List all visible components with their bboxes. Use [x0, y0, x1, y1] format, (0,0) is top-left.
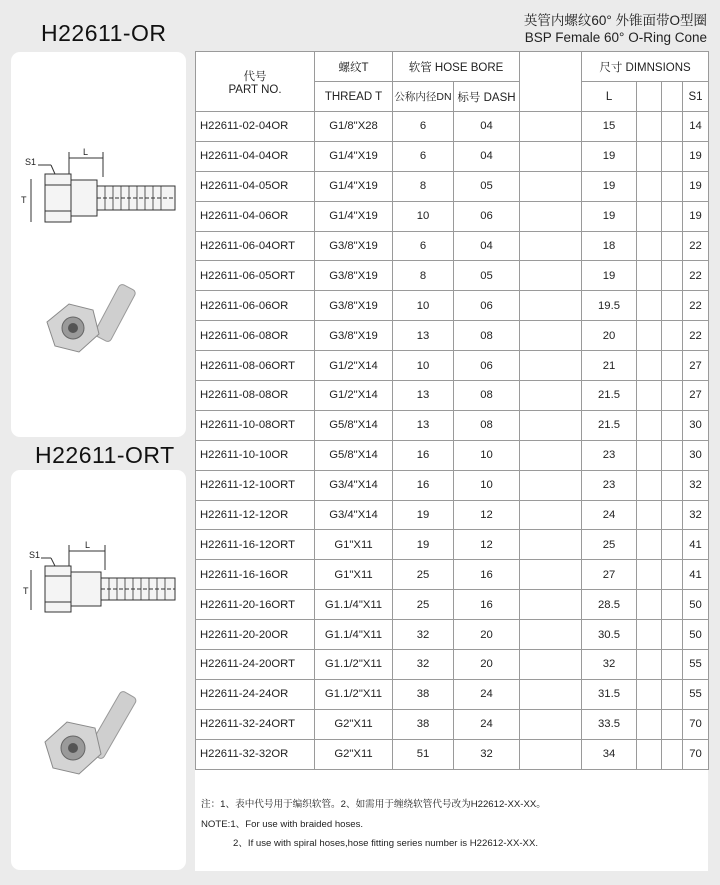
cell-dash: 04 — [454, 231, 520, 261]
table-row — [196, 321, 709, 351]
header-thread-en: THREAD T — [315, 82, 393, 112]
series-title-or: H22611-OR — [41, 20, 167, 46]
cell-blank — [520, 650, 582, 680]
cell-blank — [637, 500, 662, 530]
cell-part-no: H22611-32-24ORT — [196, 709, 315, 739]
cell-blank — [637, 261, 662, 291]
cell-blank — [662, 440, 683, 470]
cell-thread: G3/4"X14 — [315, 500, 393, 530]
cell-l: 21.5 — [582, 410, 637, 440]
cell-blank — [520, 739, 582, 769]
header-dim-blank-2 — [662, 82, 683, 112]
cell-part-no: H22611-06-06OR — [196, 291, 315, 321]
cell-s1: 22 — [683, 291, 709, 321]
cell-part-no: H22611-16-12ORT — [196, 530, 315, 560]
table-row — [196, 231, 709, 261]
cell-l: 18 — [582, 231, 637, 261]
label-t: T — [21, 195, 27, 205]
cell-s1: 70 — [683, 739, 709, 769]
header-s1: S1 — [683, 82, 709, 112]
table-row — [196, 351, 709, 381]
cell-thread: G1/4"X19 — [315, 171, 393, 201]
cell-dn: 32 — [393, 650, 454, 680]
cell-part-no: H22611-12-10ORT — [196, 470, 315, 500]
header-dim-blank-1 — [637, 82, 662, 112]
table-row — [196, 381, 709, 411]
cell-dn: 13 — [393, 321, 454, 351]
cell-part-no: H22611-10-08ORT — [196, 410, 315, 440]
spec-table — [195, 51, 709, 770]
ort-drawing — [11, 470, 186, 870]
cell-blank — [637, 201, 662, 231]
cell-dn: 8 — [393, 171, 454, 201]
table-row — [196, 291, 709, 321]
cell-dash: 16 — [454, 590, 520, 620]
table-row — [196, 261, 709, 291]
cell-dn: 6 — [393, 231, 454, 261]
cell-blank — [520, 261, 582, 291]
note-cn: 注：1、表中代号用于编织软管。2、如需用于缠绕软管代号改为H22612-XX-XX。 — [201, 799, 546, 810]
cell-blank — [520, 620, 582, 650]
cell-s1: 32 — [683, 470, 709, 500]
header-l: L — [582, 82, 637, 112]
cell-blank — [637, 739, 662, 769]
cell-dash: 05 — [454, 171, 520, 201]
cell-blank — [662, 261, 683, 291]
table-row — [196, 470, 709, 500]
cell-s1: 55 — [683, 650, 709, 680]
fitting-panel-ort — [11, 470, 186, 870]
cell-dn: 13 — [393, 410, 454, 440]
header-part-no: 代号 PART NO. — [196, 52, 315, 112]
cell-blank — [637, 679, 662, 709]
table-row — [196, 440, 709, 470]
cell-blank — [662, 709, 683, 739]
cell-part-no: H22611-24-24OR — [196, 679, 315, 709]
cell-blank — [637, 351, 662, 381]
cell-thread: G3/8"X19 — [315, 231, 393, 261]
cell-part-no: H22611-10-10OR — [196, 440, 315, 470]
cell-s1: 30 — [683, 410, 709, 440]
cell-thread: G1.1/4"X11 — [315, 620, 393, 650]
cell-s1: 41 — [683, 530, 709, 560]
table-row — [196, 590, 709, 620]
cell-thread: G1.1/2"X11 — [315, 650, 393, 680]
cell-blank — [637, 321, 662, 351]
cell-thread: G1"X11 — [315, 560, 393, 590]
cell-l: 21 — [582, 351, 637, 381]
cell-s1: 50 — [683, 590, 709, 620]
cell-l: 28.5 — [582, 590, 637, 620]
cell-blank — [520, 440, 582, 470]
cell-blank — [637, 590, 662, 620]
cell-thread: G5/8"X14 — [315, 410, 393, 440]
cell-s1: 27 — [683, 351, 709, 381]
cell-blank — [662, 470, 683, 500]
cell-part-no: H22611-06-08OR — [196, 321, 315, 351]
cell-l: 19.5 — [582, 291, 637, 321]
cell-part-no: H22611-12-12OR — [196, 500, 315, 530]
cell-l: 24 — [582, 500, 637, 530]
cell-blank — [662, 201, 683, 231]
cell-thread: G1/2"X14 — [315, 381, 393, 411]
cell-thread: G3/8"X19 — [315, 261, 393, 291]
table-row — [196, 530, 709, 560]
table-row — [196, 201, 709, 231]
cell-blank — [520, 381, 582, 411]
header-thread-cn: 螺纹T — [315, 52, 393, 82]
cell-s1: 22 — [683, 261, 709, 291]
cell-dash: 05 — [454, 261, 520, 291]
cell-blank — [662, 650, 683, 680]
cell-dash: 20 — [454, 650, 520, 680]
header-chinese: 英管内螺纹60° 外锥面带O型圈 — [523, 13, 707, 28]
cell-blank — [637, 470, 662, 500]
cell-dash: 24 — [454, 709, 520, 739]
header-hose-bore: 软管 HOSE BORE — [393, 52, 520, 82]
cell-part-no: H22611-06-04ORT — [196, 231, 315, 261]
table-row — [196, 171, 709, 201]
cell-dash: 04 — [454, 141, 520, 171]
cell-blank — [637, 620, 662, 650]
cell-part-no: H22611-20-20OR — [196, 620, 315, 650]
header-english: BSP Female 60° O-Ring Cone — [524, 30, 707, 45]
cell-dn: 6 — [393, 141, 454, 171]
cell-blank — [520, 709, 582, 739]
cell-dash: 08 — [454, 321, 520, 351]
cell-s1: 30 — [683, 440, 709, 470]
cell-thread: G1.1/2"X11 — [315, 679, 393, 709]
cell-blank — [637, 709, 662, 739]
cell-dash: 24 — [454, 679, 520, 709]
cell-s1: 19 — [683, 171, 709, 201]
cell-blank — [520, 530, 582, 560]
cell-s1: 22 — [683, 231, 709, 261]
label-l: L — [85, 540, 91, 550]
cell-dash: 06 — [454, 291, 520, 321]
ort-fitting-photo — [45, 690, 137, 774]
cell-s1: 19 — [683, 201, 709, 231]
cell-dn: 8 — [393, 261, 454, 291]
cell-part-no: H22611-06-05ORT — [196, 261, 315, 291]
cell-dn: 25 — [393, 560, 454, 590]
table-row — [196, 410, 709, 440]
cell-blank — [662, 381, 683, 411]
cell-s1: 14 — [683, 112, 709, 142]
cell-part-no: H22611-16-16OR — [196, 560, 315, 590]
cell-blank — [520, 351, 582, 381]
cell-thread: G5/8"X14 — [315, 440, 393, 470]
cell-blank — [662, 171, 683, 201]
cell-dash: 32 — [454, 739, 520, 769]
cell-blank — [637, 530, 662, 560]
cell-dn: 19 — [393, 530, 454, 560]
cell-dn: 13 — [393, 381, 454, 411]
note-en-2: 2、If use with spiral hoses,hose fitting series number is H22612-XX-XX. — [233, 838, 539, 849]
cell-blank — [637, 231, 662, 261]
cell-blank — [662, 530, 683, 560]
label-s1: S1 — [29, 550, 41, 560]
cell-blank — [662, 590, 683, 620]
cell-blank — [520, 560, 582, 590]
note-en-1: NOTE:1、For use with braided hoses. — [201, 818, 364, 830]
cell-dn: 25 — [393, 590, 454, 620]
cell-s1: 55 — [683, 679, 709, 709]
cell-part-no: H22611-04-05OR — [196, 171, 315, 201]
cell-dash: 10 — [454, 440, 520, 470]
cell-blank — [520, 141, 582, 171]
spec-table-container — [195, 51, 708, 871]
cell-l: 32 — [582, 650, 637, 680]
cell-blank — [520, 321, 582, 351]
cell-l: 31.5 — [582, 679, 637, 709]
cell-part-no: H22611-32-32OR — [196, 739, 315, 769]
cell-blank — [637, 560, 662, 590]
table-row — [196, 560, 709, 590]
header-dn: 公称内径DN — [393, 82, 454, 112]
cell-part-no: H22611-04-04OR — [196, 141, 315, 171]
cell-dn: 51 — [393, 739, 454, 769]
cell-blank — [637, 381, 662, 411]
cell-s1: 27 — [683, 381, 709, 411]
cell-l: 23 — [582, 470, 637, 500]
cell-thread: G1/2"X14 — [315, 351, 393, 381]
cell-blank — [662, 141, 683, 171]
cell-thread: G2"X11 — [315, 739, 393, 769]
cell-dash: 12 — [454, 500, 520, 530]
table-row — [196, 709, 709, 739]
cell-dash: 16 — [454, 560, 520, 590]
table-row — [196, 739, 709, 769]
table-row — [196, 650, 709, 680]
cell-blank — [662, 291, 683, 321]
label-s1: S1 — [25, 157, 37, 167]
header-dimensions: 尺寸 DIMNSIONS — [582, 52, 709, 82]
cell-l: 19 — [582, 171, 637, 201]
cell-blank — [637, 410, 662, 440]
cell-blank — [520, 470, 582, 500]
table-row — [196, 112, 709, 142]
cell-dn: 10 — [393, 351, 454, 381]
cell-blank — [520, 590, 582, 620]
table-row — [196, 679, 709, 709]
cell-thread: G1/4"X19 — [315, 201, 393, 231]
cell-blank — [662, 231, 683, 261]
cell-dn: 16 — [393, 440, 454, 470]
cell-blank — [637, 440, 662, 470]
cell-l: 34 — [582, 739, 637, 769]
cell-blank — [520, 291, 582, 321]
cell-blank — [520, 231, 582, 261]
or-drawing — [11, 52, 186, 437]
cell-part-no: H22611-24-20ORT — [196, 650, 315, 680]
cell-dn: 6 — [393, 112, 454, 142]
cell-blank — [637, 650, 662, 680]
cell-part-no: H22611-04-06OR — [196, 201, 315, 231]
cell-dn: 10 — [393, 201, 454, 231]
cell-dn: 38 — [393, 709, 454, 739]
cell-part-no: H22611-02-04OR — [196, 112, 315, 142]
cell-dn: 16 — [393, 470, 454, 500]
cell-dn: 19 — [393, 500, 454, 530]
cell-part-no: H22611-20-16ORT — [196, 590, 315, 620]
cell-dash: 10 — [454, 470, 520, 500]
cell-thread: G3/8"X19 — [315, 291, 393, 321]
header-dash: 标号 DASH — [454, 82, 520, 112]
cell-l: 23 — [582, 440, 637, 470]
cell-thread: G3/8"X19 — [315, 321, 393, 351]
label-l: L — [83, 147, 89, 157]
cell-l: 33.5 — [582, 709, 637, 739]
cell-l: 30.5 — [582, 620, 637, 650]
label-t: T — [23, 586, 29, 596]
cell-l: 20 — [582, 321, 637, 351]
cell-blank — [662, 679, 683, 709]
cell-part-no: H22611-08-08OR — [196, 381, 315, 411]
cell-dn: 10 — [393, 291, 454, 321]
cell-blank — [520, 500, 582, 530]
cell-dn: 32 — [393, 620, 454, 650]
cell-dash: 04 — [454, 112, 520, 142]
cell-s1: 41 — [683, 560, 709, 590]
cell-blank — [637, 141, 662, 171]
cell-l: 19 — [582, 141, 637, 171]
cell-blank — [637, 291, 662, 321]
cell-dash: 06 — [454, 351, 520, 381]
cell-dash: 08 — [454, 410, 520, 440]
cell-s1: 50 — [683, 620, 709, 650]
cell-dn: 38 — [393, 679, 454, 709]
fitting-panel-or — [11, 52, 186, 437]
table-row — [196, 500, 709, 530]
cell-thread: G1"X11 — [315, 530, 393, 560]
cell-thread: G1/8"X28 — [315, 112, 393, 142]
series-title-ort: H22611-ORT — [35, 442, 175, 468]
cell-l: 27 — [582, 560, 637, 590]
cell-blank — [637, 171, 662, 201]
cell-part-no: H22611-08-06ORT — [196, 351, 315, 381]
cell-dash: 20 — [454, 620, 520, 650]
cell-thread: G1.1/4"X11 — [315, 590, 393, 620]
cell-blank — [662, 112, 683, 142]
cell-l: 19 — [582, 201, 637, 231]
cell-thread: G1/4"X19 — [315, 141, 393, 171]
cell-blank — [662, 351, 683, 381]
table-row — [196, 141, 709, 171]
cell-blank — [520, 679, 582, 709]
cell-blank — [662, 739, 683, 769]
cell-blank — [520, 171, 582, 201]
cell-s1: 32 — [683, 500, 709, 530]
cell-blank — [520, 410, 582, 440]
cell-thread: G3/4"X14 — [315, 470, 393, 500]
table-row — [196, 620, 709, 650]
cell-dash: 08 — [454, 381, 520, 411]
cell-s1: 70 — [683, 709, 709, 739]
cell-blank — [520, 112, 582, 142]
notes — [201, 795, 546, 854]
cell-l: 21.5 — [582, 381, 637, 411]
cell-l: 25 — [582, 530, 637, 560]
or-fitting-photo — [47, 283, 137, 352]
cell-blank — [662, 410, 683, 440]
header-blank — [520, 52, 582, 112]
cell-blank — [662, 321, 683, 351]
cell-blank — [662, 500, 683, 530]
cell-blank — [637, 112, 662, 142]
cell-dash: 12 — [454, 530, 520, 560]
cell-l: 19 — [582, 261, 637, 291]
cell-l: 15 — [582, 112, 637, 142]
cell-dash: 06 — [454, 201, 520, 231]
cell-thread: G2"X11 — [315, 709, 393, 739]
cell-blank — [662, 620, 683, 650]
cell-blank — [520, 201, 582, 231]
cell-blank — [662, 560, 683, 590]
cell-s1: 19 — [683, 141, 709, 171]
cell-s1: 22 — [683, 321, 709, 351]
